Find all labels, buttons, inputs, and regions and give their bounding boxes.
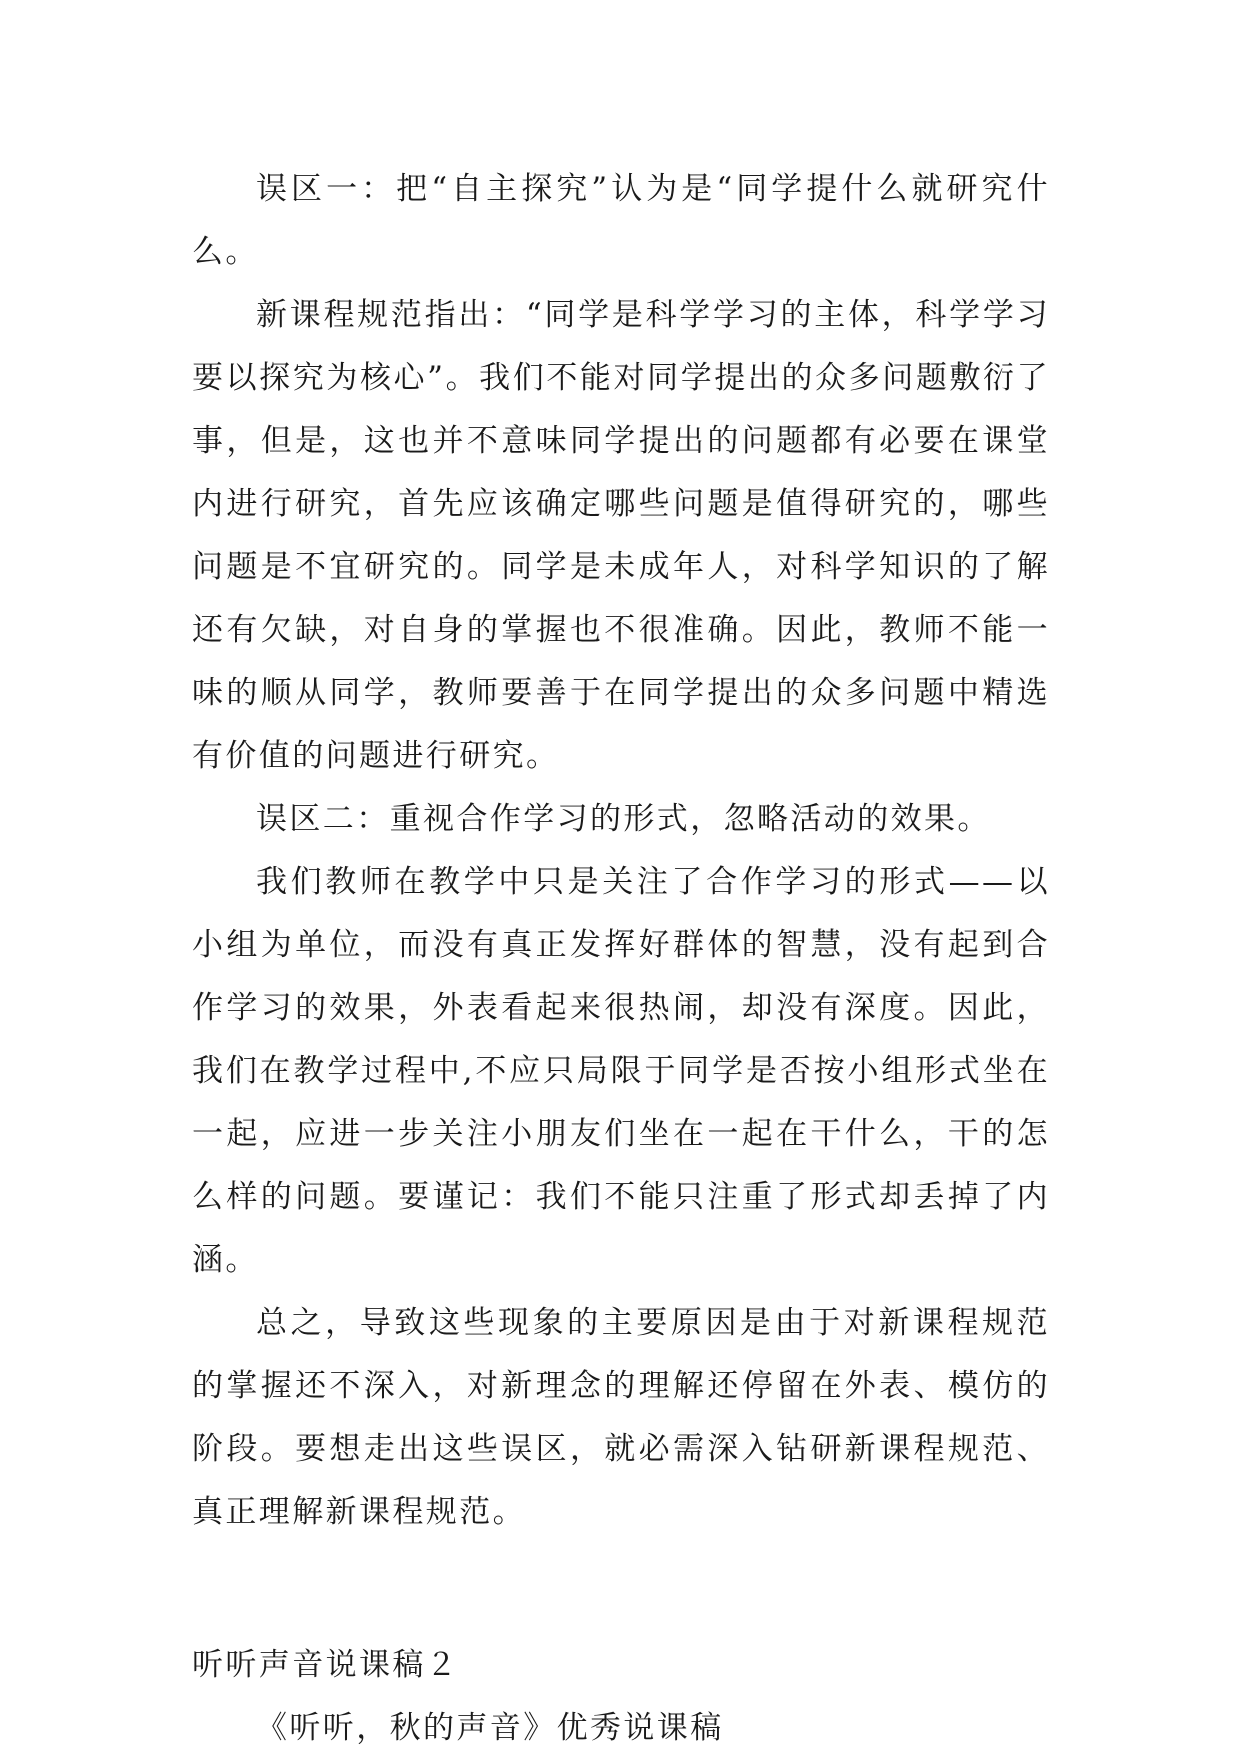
paragraph-conclusion: 总之，导致这些现象的主要原因是由于对新课程规范的掌握还不深入，对新理念的理解还停留在外表、模仿的阶段。要想走出这些误区，就必需深入钻研新课程规范、真正理解新课程规范。 [192, 1305, 1050, 1530]
paragraph-misconception-one: 误区一：把“自主探究”认为是“同学提什么就研究什么。 [192, 171, 1050, 270]
section-heading: 听听声音说课稿２ [192, 1647, 460, 1683]
paragraph-misconception-two: 误区二：重视合作学习的形式，忽略活动的效果。 [256, 801, 991, 837]
subtitle: 《听听，秋的声音》优秀说课稿 [256, 1710, 724, 1746]
document-page [192, 158, 1050, 1760]
paragraph-curriculum-standard: 新课程规范指出：“同学是科学学习的主体，科学学习要以探究为核心”。我们不能对同学提出的众多问题敷衍了事，但是，这也并不意味同学提出的问题都有必要在课堂内进行研究，首先应该确定哪些问题是值得研究的，哪些问题是不宜研究的。同学是未成年人，对科学知识的了解还有欠缺，对自身的掌握也不很准确。因此，教师不能一味的顺从同学，教师要善于在同学提出的众多问题中精选有价值的问题进行研究。 [192, 297, 1050, 774]
paragraph-cooperative-learning: 我们教师在教学中只是关注了合作学习的形式——以小组为单位，而没有真正发挥好群体的智慧，没有起到合作学习的效果，外表看起来很热闹，却没有深度。因此，我们在教学过程中,不应只局限于同学是否按小组形式坐在一起，应进一步关注小朋友们坐在一起在干什么，干的怎么样的问题。要谨记：我们不能只注重了形式却丢掉了内涵。 [192, 864, 1050, 1278]
